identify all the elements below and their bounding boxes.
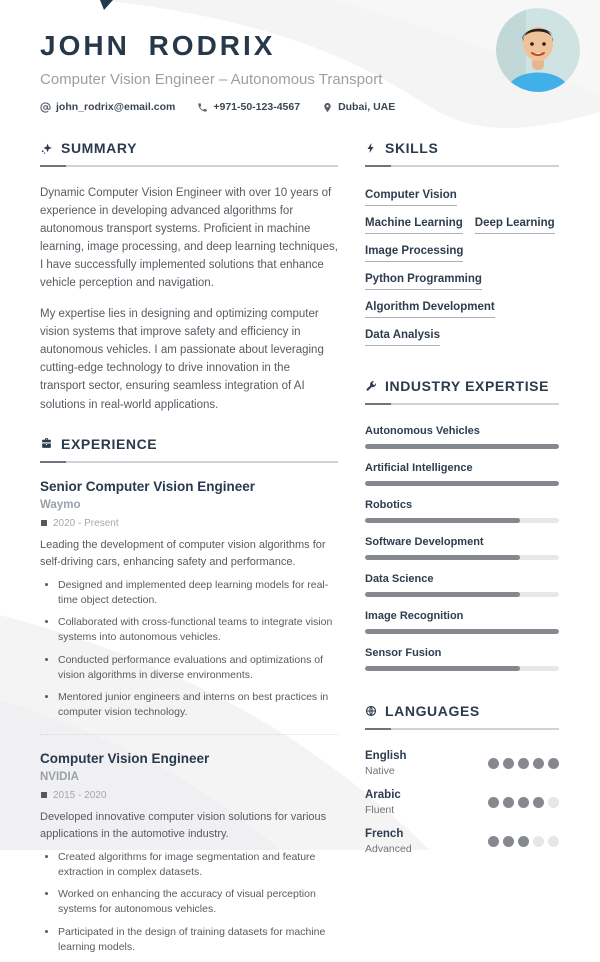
industry-item (365, 425, 559, 449)
job-company: NVIDIA (40, 770, 79, 783)
industry-item (365, 610, 559, 634)
job-description: Leading the development of computer vision algorithms for self-driving cars, enhancing safety and performance. (40, 538, 326, 569)
contact-location (322, 101, 395, 113)
job-bullet: • Conducted performance evaluations and optimizations of vision algorithms in diverse environments. (58, 653, 338, 683)
job-dates: 2020 - Present (53, 517, 119, 529)
progress-bar (365, 666, 559, 671)
rating-dot (548, 758, 559, 769)
experience-entry (40, 479, 338, 721)
industry-label: Software Development (365, 536, 484, 548)
language-rating-dots (488, 836, 559, 847)
summary-paragraph: My expertise lies in designing and optimizing computer vision systems that improve safety and efficiency in autonomous vehicles. I am passionate about leveraging cutting-edge technology to drive innovation in the transport sector, ensuring seamless integration of AI solutions in real-world applications. (40, 308, 324, 411)
contact-location-text: Dubai, UAE (338, 101, 396, 113)
wrench-icon (365, 380, 377, 392)
rating-dot (503, 758, 514, 769)
left-column (40, 140, 338, 962)
sparkle-icon (40, 142, 53, 155)
progress-bar (365, 444, 559, 449)
profile-photo (496, 8, 580, 92)
section-experience (40, 436, 338, 955)
industry-item (365, 647, 559, 671)
skills-title: SKILLS (385, 140, 439, 156)
job-bullet-list (40, 850, 338, 955)
job-bullet: • Worked on enhancing the accuracy of visual perception systems for autonomous vehicles. (58, 887, 338, 917)
briefcase-icon (40, 437, 53, 450)
experience-entry (40, 751, 338, 956)
rating-dot (518, 836, 529, 847)
rating-dot (548, 836, 559, 847)
job-title: Computer Vision Engineer (40, 750, 210, 766)
skill-chip: Machine Learning (365, 217, 463, 234)
job-bullet: • Mentored junior engineers and interns on best practices in computer vision technology. (58, 690, 338, 720)
industry-label: Data Science (365, 573, 434, 585)
progress-bar (365, 481, 559, 486)
language-row (365, 828, 559, 855)
language-name: French (365, 828, 404, 840)
progress-bar (365, 592, 559, 597)
rating-dot (533, 758, 544, 769)
language-name: English (365, 750, 407, 762)
summary-paragraph: Dynamic Computer Vision Engineer with over 10 years of experience in developing advanced algorithms for autonomous transport systems. Proficient in machine learning, image processing, and deep learning techniques, I have successfully implemented solutions that enhance vehicle perception and navigation. (40, 187, 338, 290)
candidate-title: Computer Vision Engineer – Autonomous Transport (40, 71, 383, 88)
rating-dot (548, 797, 559, 808)
contact-phone[interactable] (197, 101, 300, 113)
job-company: Waymo (40, 498, 81, 511)
calendar-icon (40, 519, 48, 527)
section-rule (365, 403, 559, 405)
contact-phone-text: +971-50-123-4567 (213, 101, 301, 113)
section-summary (40, 140, 338, 414)
calendar-icon (40, 791, 48, 799)
section-industry-expertise (365, 378, 559, 671)
skill-chip: Python Programming (365, 273, 482, 290)
language-name: Arabic (365, 789, 401, 801)
language-rating-dots (488, 758, 559, 769)
section-rule (365, 728, 559, 730)
skill-chip: Algorithm Development (365, 301, 495, 318)
industry-item (365, 499, 559, 523)
language-rating-dots (488, 797, 559, 808)
location-pin-icon (322, 102, 333, 113)
skill-chip: Deep Learning (475, 217, 555, 234)
candidate-name: JOHN RODRIX (40, 30, 276, 61)
skill-chip: Computer Vision (365, 189, 457, 206)
language-level: Advanced (365, 843, 412, 855)
industry-label: Artificial Intelligence (365, 462, 473, 474)
section-rule (40, 461, 338, 463)
section-languages (365, 703, 559, 855)
job-dates: 2015 - 2020 (53, 789, 107, 801)
industry-label: Autonomous Vehicles (365, 425, 480, 437)
section-rule (365, 165, 559, 167)
section-rule (40, 165, 338, 167)
languages-list (365, 750, 559, 855)
language-level: Native (365, 765, 395, 777)
globe-icon (365, 705, 377, 717)
industry-label: Sensor Fusion (365, 647, 442, 659)
job-bullet: • Participated in the design of training datasets for machine learning models. (58, 925, 338, 955)
progress-bar (365, 518, 559, 523)
rating-dot (533, 836, 544, 847)
experience-title: EXPERIENCE (61, 435, 158, 452)
job-divider (40, 734, 338, 735)
industry-item (365, 536, 559, 560)
job-bullet: • Collaborated with cross-functional teams to integrate vision systems into autonomous vehicles. (58, 615, 338, 645)
rating-dot (518, 758, 529, 769)
industry-item (365, 462, 559, 486)
contact-row (40, 101, 560, 113)
job-bullet-list (40, 578, 338, 721)
contact-email[interactable] (40, 101, 175, 113)
industry-label: Robotics (365, 499, 413, 511)
job-bullet: • Designed and implemented deep learning models for real-time object detection. (58, 578, 338, 608)
phone-icon (197, 102, 208, 113)
skill-chip: Data Analysis (365, 329, 440, 346)
summary-title: SUMMARY (61, 140, 138, 156)
rating-dot (503, 797, 514, 808)
industry-item (365, 573, 559, 597)
contact-email-text: john_rodrix@email.com (56, 101, 176, 113)
language-level: Fluent (365, 804, 395, 816)
job-title: Senior Computer Vision Engineer (40, 478, 256, 494)
progress-bar (365, 555, 559, 560)
rating-dot (533, 797, 544, 808)
email-icon (40, 102, 51, 113)
section-skills (365, 140, 559, 346)
skills-list (365, 189, 559, 346)
header (40, 30, 560, 113)
industry-label: Image Recognition (365, 610, 464, 622)
rating-dot (488, 797, 499, 808)
job-bullet: • Created algorithms for image segmentation and feature extraction in complex datasets. (58, 850, 338, 880)
rating-dot (488, 758, 499, 769)
language-row (365, 789, 559, 816)
rating-dot (488, 836, 499, 847)
skill-chip: Image Processing (365, 245, 463, 262)
lightning-bolt-icon (365, 142, 377, 154)
language-row (365, 750, 559, 777)
job-description: Developed innovative computer vision solutions for various applications in the automotive industry. (40, 810, 327, 841)
right-column (365, 140, 559, 867)
progress-bar (365, 629, 559, 634)
industry-list (365, 425, 559, 671)
rating-dot (518, 797, 529, 808)
rating-dot (503, 836, 514, 847)
languages-title: LANGUAGES (385, 703, 480, 719)
industry-expertise-title: INDUSTRY EXPERTISE (385, 378, 550, 394)
